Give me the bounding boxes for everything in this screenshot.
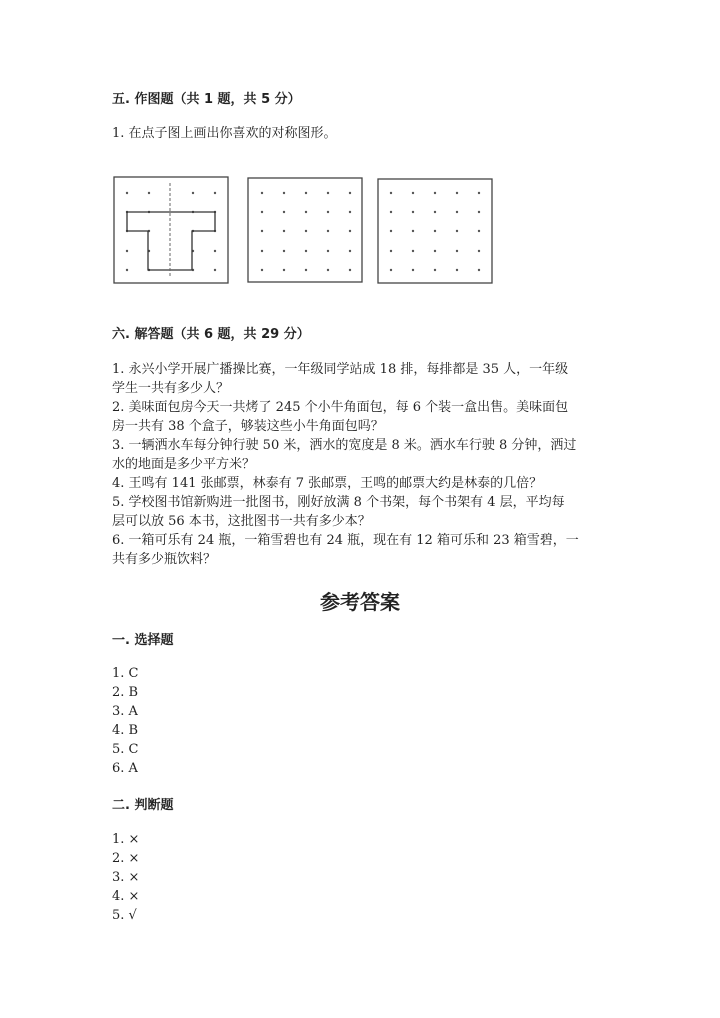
- grid-dot: [456, 192, 458, 194]
- grid-dot: [349, 269, 351, 271]
- question-line: 4. 王鸣有 141 张邮票，林泰有 7 张邮票，王鸣的邮票大约是林泰的几倍？: [112, 476, 543, 491]
- grid-dot: [390, 211, 392, 213]
- grid-dot: [283, 192, 285, 194]
- grid-dot: [327, 192, 329, 194]
- grid-dot: [412, 230, 414, 232]
- grid-dot: [478, 250, 480, 252]
- answers-title: 参考答案: [320, 590, 400, 614]
- grid-dot: [434, 269, 436, 271]
- grid-dot: [214, 192, 216, 194]
- grid-dot: [434, 192, 436, 194]
- question-line: 共有多少瓶饮料？: [112, 552, 217, 567]
- symmetric-shape: [127, 212, 215, 270]
- grid-dot: [478, 230, 480, 232]
- answer-item: 2. ×: [112, 851, 140, 866]
- grid-dot: [412, 192, 414, 194]
- grid-dot: [283, 211, 285, 213]
- grid-dot: [412, 250, 414, 252]
- grid-dot: [261, 269, 263, 271]
- section5-heading: 五. 作图题（共 1 题，共 5 分）: [112, 92, 301, 107]
- choice-answers: [112, 664, 138, 778]
- grid-dot: [412, 269, 414, 271]
- grid-dot: [327, 230, 329, 232]
- grid-dot: [214, 269, 216, 271]
- grid-dot: [390, 192, 392, 194]
- grid-dot: [305, 211, 307, 213]
- grid-dot: [390, 269, 392, 271]
- grid-dot: [305, 269, 307, 271]
- grid-dot: [261, 250, 263, 252]
- grid-dot: [349, 230, 351, 232]
- grid-dot: [349, 192, 351, 194]
- question-line: 房一共有 38 个盒子，够装这些小牛角面包吗？: [112, 419, 384, 434]
- question-line: 6. 一箱可乐有 24 瓶，一箱雪碧也有 24 瓶，现在有 12 箱可乐和 23 箱雪碧，一: [112, 533, 579, 548]
- section5-question: 1. 在点子图上画出你喜欢的对称图形。: [112, 126, 337, 141]
- question-line: 5. 学校图书馆新购进一批图书，刚好放满 8 个书架，每个书架有 4 层，平均每: [112, 495, 565, 510]
- grid-dot: [456, 269, 458, 271]
- answer-item: 3. ×: [112, 870, 140, 885]
- grid-dot: [456, 250, 458, 252]
- grid-dot: [126, 269, 128, 271]
- grid-dot: [478, 269, 480, 271]
- section6-questions: [112, 360, 579, 569]
- section6-heading: 六. 解答题（共 6 题，共 29 分）: [112, 327, 310, 342]
- grid-dot: [126, 192, 128, 194]
- grid-dot: [349, 250, 351, 252]
- question-line: 学生一共有多少人？: [112, 381, 230, 396]
- answer-item: 4. ×: [112, 889, 140, 904]
- grid-dot: [327, 269, 329, 271]
- question-line: 水的地面是多少平方米？: [112, 457, 256, 472]
- grid-dot: [261, 230, 263, 232]
- grid-dot: [283, 250, 285, 252]
- question-line: 层可以放 56 本书，这批图书一共有多少本？: [112, 514, 371, 529]
- question-line: 1. 永兴小学开展广播操比赛，一年级同学站成 18 排，每排都是 35 人，一年级: [112, 362, 569, 377]
- grid-dot: [327, 211, 329, 213]
- grid-dot: [305, 192, 307, 194]
- grid-dot: [434, 230, 436, 232]
- grid-dot: [412, 211, 414, 213]
- grid-dot: [327, 250, 329, 252]
- grid-dot: [261, 192, 263, 194]
- grid-dot: [456, 230, 458, 232]
- answer-item: 6. A: [112, 761, 138, 776]
- grid-dot: [148, 192, 150, 194]
- grid-dot: [390, 250, 392, 252]
- question-line: 2. 美味面包房今天一共烤了 245 个小牛角面包，每 6 个装一盒出售。美味面包: [112, 400, 569, 415]
- grid-dot: [305, 230, 307, 232]
- judge-answers: [112, 830, 139, 925]
- grid-dot: [192, 192, 194, 194]
- grid-dot: [126, 250, 128, 252]
- answer-item: 2. B: [112, 685, 139, 700]
- grid-dot: [478, 192, 480, 194]
- answer-item: 1. C: [112, 666, 139, 681]
- grid-dot: [305, 250, 307, 252]
- answer-item: 4. B: [112, 723, 139, 738]
- judge-heading: 二. 判断题: [112, 798, 174, 813]
- grid-dot: [283, 230, 285, 232]
- answer-item: 5. C: [112, 742, 139, 757]
- grid-dot: [283, 269, 285, 271]
- grid-dot: [214, 250, 216, 252]
- grid-frame: [114, 177, 228, 283]
- answer-item: 1. ×: [112, 832, 140, 847]
- grid-dot: [261, 211, 263, 213]
- question-line: 3. 一辆洒水车每分钟行驶 50 米，洒水的宽度是 8 米。洒水车行驶 8 分钟，洒过: [112, 438, 577, 453]
- grid-dot: [456, 211, 458, 213]
- dot-grid-figures: [0, 0, 720, 300]
- grid-dot: [478, 211, 480, 213]
- grid-dot: [434, 250, 436, 252]
- answer-item: 5. √: [112, 908, 137, 923]
- grid-dot: [390, 230, 392, 232]
- answer-item: 3. A: [112, 704, 138, 719]
- grid-dot: [349, 211, 351, 213]
- choice-heading: 一. 选择题: [112, 633, 174, 648]
- grid-dot: [434, 211, 436, 213]
